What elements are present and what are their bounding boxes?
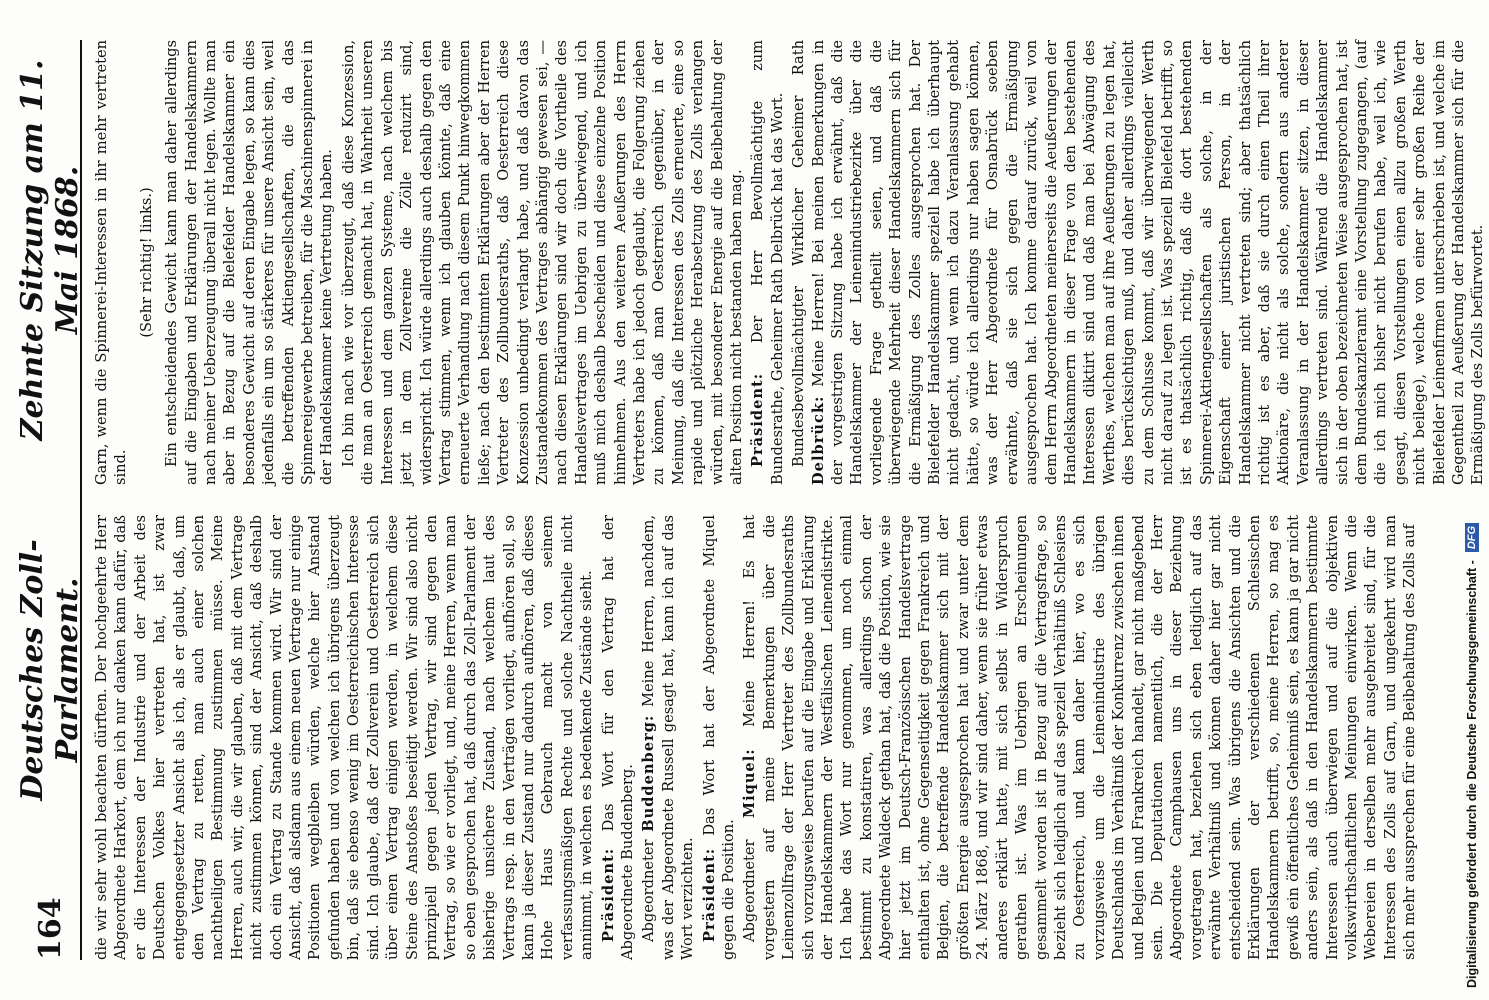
speaker-title: Abgeordneter xyxy=(640,839,658,942)
speech-text: Das Wort hat der Abgeordnete Miquel gegen die Position. xyxy=(700,514,737,960)
speech-text: Das Wort für den Vertrag hat der Abgeordnete Buddenberg. xyxy=(599,515,636,960)
speaker-name: Präsident: xyxy=(749,372,767,467)
digitization-credit-strip xyxy=(1455,0,1489,1000)
speaker-name: Buddenberg: xyxy=(640,714,658,832)
paragraph xyxy=(599,515,638,960)
paragraph: Ein entscheidendes Gewicht kann man daher allerdings auf die Eingaben und Erklärungen der Handelskammern nach meiner Ueberzeugung überall nicht legen. Wollte man aber in Bezug auf die Bielefelder Handelskammer ein besonderes Gewicht auf deren Eingabe legen, so kann dies jedenfalls ein um so stärkeres für unsere Ansicht sein, weil die betreffenden Aktiengesellschaften, die da das Spinnereigewerbe betreiben, für die Maschinenspinnerei in der Handelskammer keine Vertretung haben. xyxy=(163,40,336,485)
paragraph xyxy=(639,515,697,960)
speaker-name: Präsident: xyxy=(599,847,617,942)
credit-text-rotated xyxy=(1455,0,1489,1000)
speaker-title: Bundesbevollmächtigter Wirklicher Geheimer Rath xyxy=(790,40,808,467)
credit-text: Digitalisierung gefördert durch die Deutsche Forschungsgemeinschaft - xyxy=(1465,560,1479,988)
right-running-title: Zehnte Sitzung am 11. Mai 1868. xyxy=(15,59,85,441)
paragraph: Ich bin nach wie vor überzeugt, daß diese Konzession, die man an Oesterreich gemacht hat, in Wahrheit unseren Interessen und dem ganzen Systeme, nach welchem bis jetzt in dem Zollvereine die Zölle reduzirt sind, widerspricht. Ich würde allerdings auch deshalb gegen den Vertrag stimmen, wenn ich glauben könnte, daß eine erneuerte Verhandlung nach diesem Punkt hinwegkommen ließe; nach den bestimmten Erklärungen aber der Herren Vertreter des Zollbundesraths, daß Oesterreich diese Konzession unbedingt verlangt habe, und daß davon das Zustandekommen des Vertrages abhängig gewesen sei, — nach diesen Erklärungen sind wir doch die Vortheile des Handelsvertrages im Uebrigen zu überwiegend, und ich muß mich deshalb bescheiden und diese einzelne Position hinnehmen. Aus den weiteren Aeußerungen des Herrn Vertreters habe ich jedoch geglaubt, die Folgerung ziehen zu können, daß man Oesterreich gegenüber, in der Meinung, daß die Interessen des Zolls erneuerte, eine so rapide und plötzliche Herabsetzung des Zolls verlangen würden, mit besonderer Energie auf die Beibehaltung der alten Position nicht bestanden haben mag. xyxy=(339,40,745,485)
paragraph xyxy=(740,515,1419,960)
page-number: 164 xyxy=(32,897,68,960)
dfg-logo: DFG xyxy=(1465,523,1479,552)
paragraph: die wir sehr wohl beachten dürften. Der hochgeehrte Herr Abgeordnete Harkort, dem ich nur danken kann dafür, daß er die Interessen der Industrie und der Arbeit des Deutschen Volkes hier vertreten hat, ist zwar entgegengesetzter Ansicht als ich, als er glaubt, daß, um den Vertrag zu retten, man auch einer solchen nachtheiligen Bestimmung zustimmen müsse. Meine Herren, auch wir, die wir glauben, daß mit dem Vertrage nicht zustimmen können, sind der Ansicht, daß deshalb doch ein Vertrag zu Stande kommen wird. Wir sind der Ansicht, daß alsdann aus einem neuen Vertrage nur einige Positionen wegbleiben würden, welche hier Anstand gefunden haben und von welchen ich übrigens überzeugt bin, daß sie ebenso wenig im Oesterreichischen Interesse sind. Ich glaube, daß der Zollverein und Oesterreich sich über einen Vertrag einigen werden, in welchem diese Steine des Anstoßes beseitigt werden. Wir sind also nicht prinzipiell gegen jeden Vertrag, wir sind gegen den Vertrag, so wie er vorliegt, und, meine Herren, wenn man so eben gesprochen hat, daß durch das Zoll-Parlament der bisherige unsichere Zustand, nach welchem laut des Vertrags resp. in den Verträgen vorliegt, aufhören soll, so kann ja dieser Zustand nur dadurch aufhören, daß dieses Hohe Haus Gebrauch macht von seinem verfassungsmäßigen Rechte und solche Nachtheile nicht annimmt, in welchen es bedenkende Zustände sieht. xyxy=(93,515,596,960)
left-running-title: Deutsches Zoll-Parlament. xyxy=(15,539,85,801)
speech-text: Der Herr Bevollmächtigte zum Bundesrathe, Geheimer Rath Delbrück hat das Wort. xyxy=(749,40,786,485)
speech-text: Meine Herren, nachdem, was der Abgeordnete Russell gesagt hat, kann ich auf das Wort verzichten. xyxy=(640,514,697,960)
paragraph xyxy=(748,40,787,485)
speaker-name: Delbrück: xyxy=(809,395,827,485)
page-header xyxy=(15,40,85,960)
left-text-column xyxy=(92,515,1440,960)
paragraph xyxy=(700,515,739,960)
speech-text: Meine Herren! Es hat vorgestern auf meine Bemerkungen über die Leinenzollfrage der Herr Vertreter des Zollbundesraths sich vorzugsweise berufen auf die Eingabe und Erklärung der Handelskammern der Westfälischen Leinendistrikte. Ich habe das Wort nur genommen, um noch einmal bestimmt zu konstatiren, was allerdings schon der Abgeordnete Waldeck gethan hat, daß die Position, wie sie hier jetzt im Deutsch-Französischen Handelsvertrage enthalten ist, ohne Gegenseitigkeit gegen Frankreich und Belgien, die betreffende Handelskammer sich mit der größten Energie ausgesprochen hat und zwar unter dem 24. März 1868, und wir sind daher, wenn sie früher etwas anderes erklärt hatte, mit sich selbst in Widerspruch gerathen ist. Was im Uebrigen an Erscheinungen gesammelt worden ist in Bezug auf die Vertragsfrage, so bezieht sich lediglich auf das speziell Verhältniß Schlesiens zu Oesterreich, und kann daher hier, wo es sich vorzugsweise um die Leinenindustrie des übrigen Deutschlands im Verhältniß der Konkurrenz zwischen ihnen und Belgien und Frankreich handelt, gar nicht maßgebend sein. Die Deputationen namentlich, die der Herr Abgeordnete Camphausen uns in dieser Beziehung vorgetragen hat, beziehen sich eben lediglich auf das erwähnte Verhältniß und können daher hier gar nicht entscheidend sein. Was übrigens die Ansichten und die Erklärungen der verschiedenen Schlesischen Handelskammern betrifft, so, meine Herren, so mag es gewiß ein öffentliches Geheimniß sein, es kann ja gar nicht anders sein, als daß in den Handelskammern bestimmte Interessen auch überwiegen und auf die objektiven volkswirthschaftlichen Meinungen einwirken. Wenn die Webereien in derselben mehr ausgebreitet sind, für die Interessen des Zolls auf Garn, und ungekehrt wird man sich mehr aussprechen für eine Beibehaltung des Zolls auf xyxy=(741,515,1419,960)
speaker-name: Miquel: xyxy=(741,748,759,819)
speaker-title: Abgeordneter xyxy=(741,839,759,942)
speech-text: Meine Herren! Bei meinen Bemerkungen in der vorgestrigen Sitzung habe ich erwähnt, daß die Handelskammer der Leinenindustriebezirke über die vorliegende Frage getheilt seien, und daß die überwiegende Mehrheit dieser Handelskammern sich für die Ermäßigung des Zolles ausgesprochen hat. Der Bielefelder Handelskammer speziell habe ich überhaupt nicht gedacht, und wenn ich dazu Veranlassung gehabt hätte, so würde ich allerdings nur haben sagen können, was der Herr Abgeordnete für Osnabrück soeben erwähnte, daß sie sich gegen die Ermäßigung ausgesprochen hat. Ich komme darauf zurück, weil von dem Herrn Abgeordneten meinerseits die Aeußerungen der Handelskammern in dieser Frage von den bestehenden Interessen diktirt sind und daß man bei Abwägung des Werthes, welchen man auf ihre Aeußerungen zu legen hat, dies berücksichtigen muß, und daher allerdings vielleicht zu dem Schlusse kommt, daß wir überwiegender Werth nicht darauf zu legen ist. Was speziell Bielefeld betrifft, so ist es thatsächlich richtig, daß die dort bestehenden Spinnerei-Aktiengesellschaften als solche, in der Eigenschaft einer juristischen Person, in der Handelskammer nicht vertreten sind; aber thatsächlich richtig ist es aber, daß sie durch einen Theil ihrer Aktionäre, die nicht als solche, sondern aus anderer Veranlassung in der Handelskammer sitzen, in dieser allerdings vertreten sind. Während die Handelskammer sich in der oben bezeichneten Weise ausgesprochen hat, ist dem Bundeskanzleramt eine Vorstellung zugegangen, (auf die ich mich bisher nicht berufen habe, weil ich, wie gesagt, diesen Vorstellungen einen allzu großen Werth nicht beilege), welche von einer sehr großen Reihe der Bielefelder Leinenfirmen unterschrieben ist, und welche im Gegentheil zu Aeußerung der Handelskammer sich für die Ermäßigung des Zolls befürwortet. xyxy=(809,40,1487,485)
paragraph: Garn, wenn die Spinnerei-Interessen in ihr mehr vertreten sind. xyxy=(93,40,130,485)
applause-note: (Sehr richtig! links.) xyxy=(137,187,155,338)
paragraph xyxy=(789,40,1488,485)
speaker-name: Präsident: xyxy=(700,847,718,942)
right-text-column xyxy=(92,40,1487,485)
